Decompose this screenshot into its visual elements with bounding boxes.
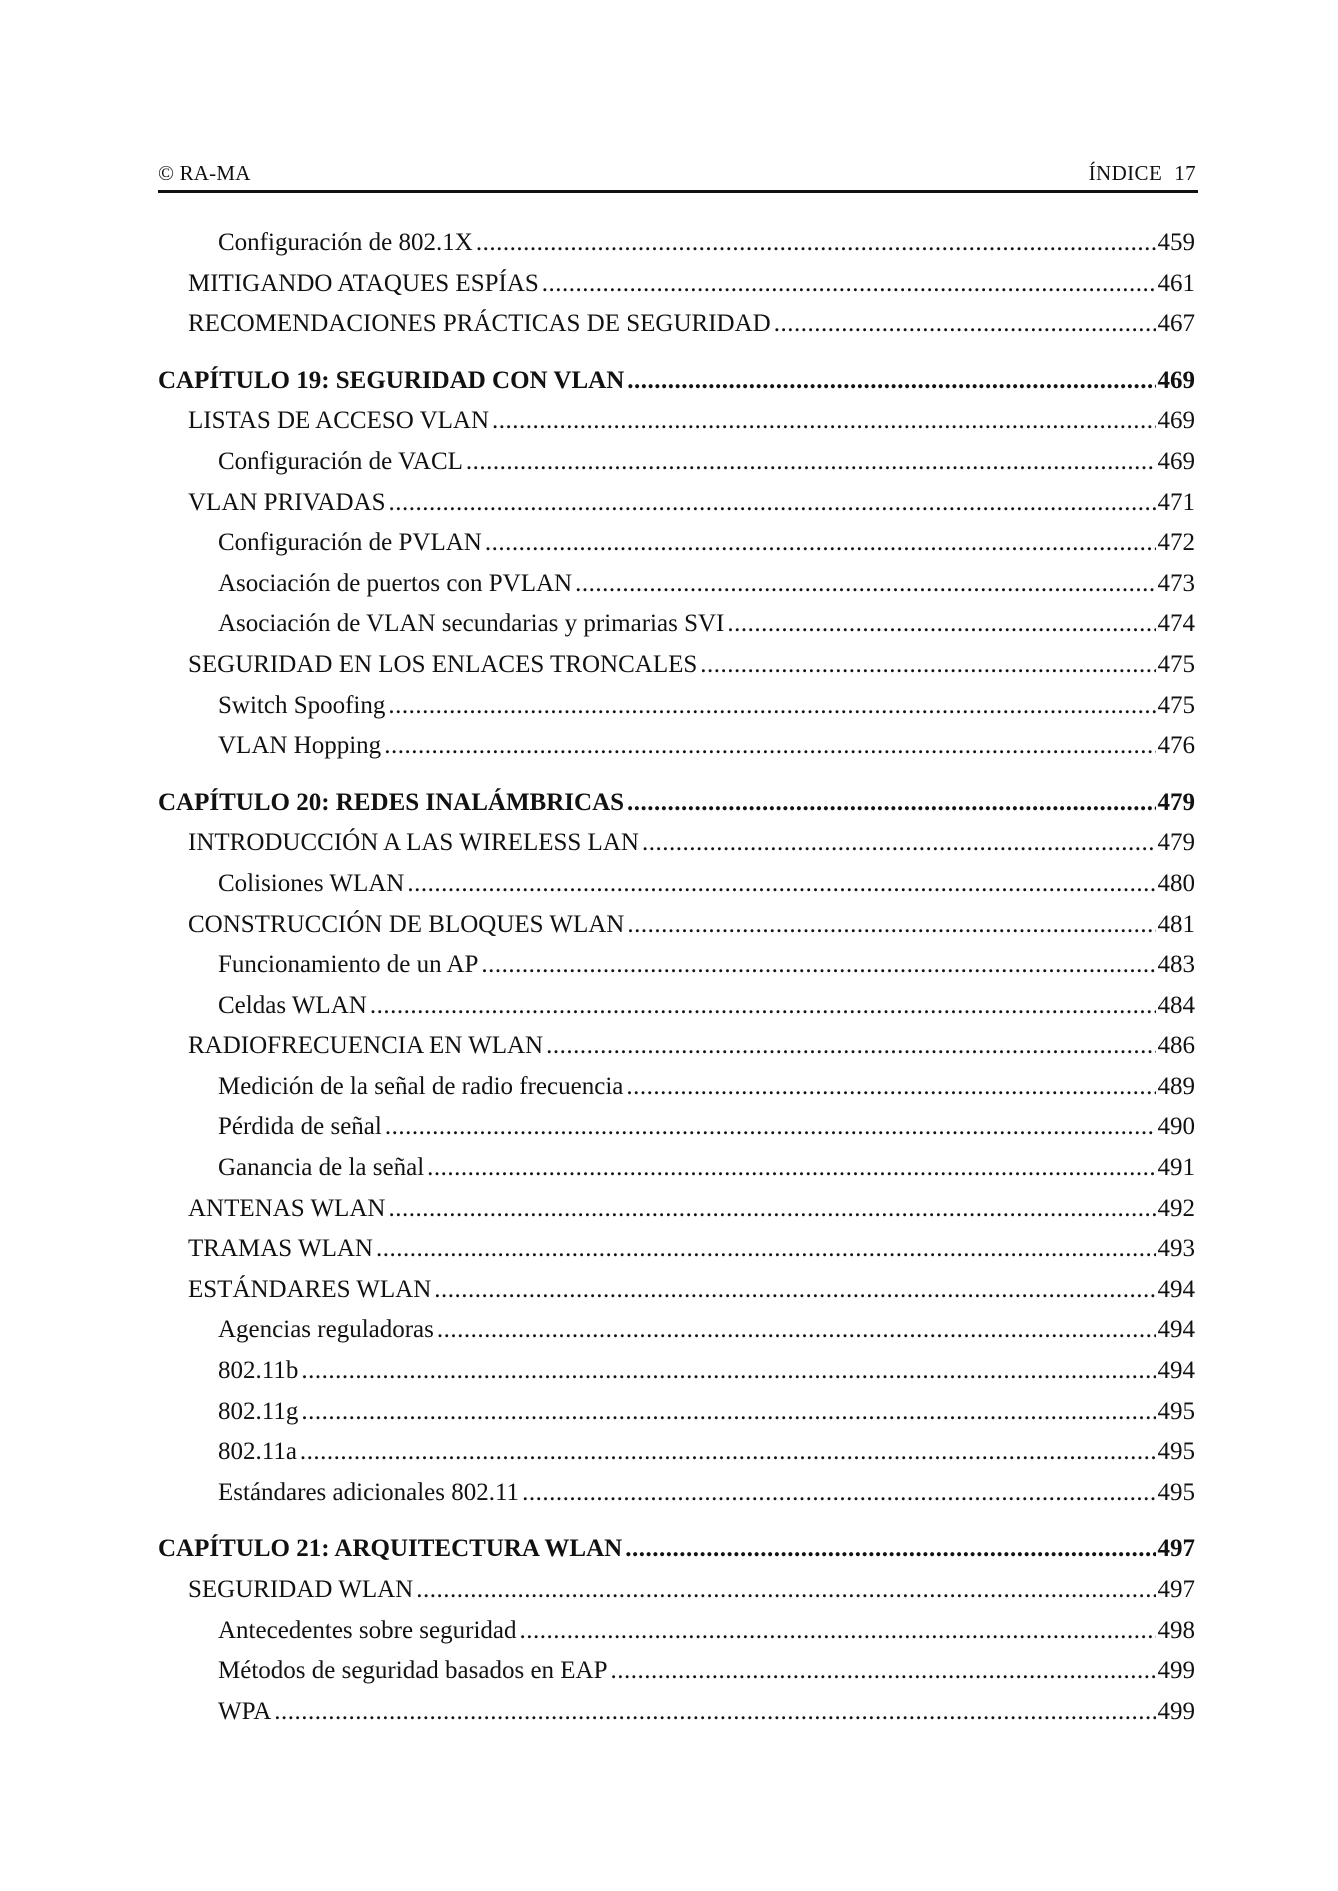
toc-entry-title: Configuración de PVLAN (218, 529, 482, 557)
toc-entry-title: SEGURIDAD WLAN (188, 1576, 414, 1603)
toc-entry-title: Asociación de VLAN secundarias y primarias SVI (218, 610, 725, 638)
toc-entry-title: ANTENAS WLAN (188, 1194, 386, 1222)
toc-entry-title: SEGURIDAD EN LOS ENLACES TRONCALES (188, 650, 698, 678)
toc-entry-page: 498 (1157, 1616, 1195, 1644)
toc-dot-leader (385, 1107, 1156, 1148)
toc-dot-leader (274, 1692, 1155, 1733)
toc-dot-leader (700, 645, 1155, 686)
toc-subsection-entry (158, 604, 1195, 645)
toc-entry-title: RECOMENDACIONES PRÁCTICAS DE SEGURIDAD (188, 310, 771, 338)
toc-subsection-entry (158, 1148, 1195, 1189)
page-header (158, 160, 1198, 193)
toc-entry-title: 802.11g (218, 1397, 299, 1425)
toc-subsection-entry (158, 1432, 1195, 1473)
toc-entry-page: 484 (1157, 991, 1195, 1019)
toc-entry-page: 493 (1157, 1235, 1195, 1263)
toc-entry-title: 802.11b (218, 1357, 299, 1385)
toc-entry-title: Antecedentes sobre seguridad (218, 1616, 517, 1644)
toc-subsection-entry (158, 1310, 1195, 1351)
toc-entry-page: 475 (1157, 691, 1195, 719)
toc-dot-leader (301, 1392, 1155, 1433)
toc-entry-title: Ganancia de la señal (218, 1154, 425, 1182)
toc-entry-page: 475 (1157, 650, 1195, 678)
toc-dot-leader (611, 1651, 1156, 1692)
toc-entry-title: Configuración de 802.1X (218, 229, 473, 256)
toc-dot-leader (370, 986, 1156, 1027)
toc-entry-page: 480 (1157, 869, 1195, 897)
toc-dot-leader (434, 1270, 1155, 1311)
toc-dot-leader (575, 564, 1155, 605)
toc-entry-title: MITIGANDO ATAQUES ESPÍAS (188, 269, 539, 297)
toc-entry-title: INTRODUCCIÓN A LAS WIRELESS LAN (188, 829, 639, 857)
toc-entry-page: 490 (1157, 1113, 1195, 1141)
toc-dot-leader (300, 1432, 1156, 1473)
toc-subsection-entry (158, 1351, 1195, 1392)
toc-subsection-entry (158, 523, 1195, 564)
toc-entry-title: Funcionamiento de un AP (218, 951, 479, 979)
toc-section-entry (158, 304, 1195, 345)
section-title: ÍNDICE (1088, 161, 1163, 185)
toc-entry-title: ESTÁNDARES WLAN (188, 1275, 432, 1303)
toc-entry-page: 494 (1157, 1275, 1195, 1303)
toc-dot-leader (388, 1189, 1155, 1230)
toc-subsection-entry (158, 442, 1195, 483)
copyright-publisher: © RA-MA (158, 161, 251, 185)
toc-subsection-entry (158, 223, 1195, 264)
toc-section-entry (158, 1189, 1195, 1230)
toc-chapter-entry (158, 1529, 1195, 1570)
toc-dot-leader (389, 483, 1156, 524)
toc-entry-title: TRAMAS WLAN (188, 1235, 373, 1263)
toc-entry-title: Celdas WLAN (218, 991, 367, 1019)
toc-section-entry (158, 905, 1195, 946)
toc-entry-page: 491 (1157, 1154, 1195, 1182)
toc-entry-page: 495 (1157, 1438, 1195, 1466)
toc-dot-leader (407, 864, 1155, 905)
toc-dot-leader (627, 361, 1155, 402)
toc-dot-leader (642, 823, 1156, 864)
toc-subsection-entry (158, 686, 1195, 727)
toc-entry-title: Configuración de VACL (218, 447, 463, 475)
toc-entry-title: 802.11a (218, 1438, 297, 1466)
toc-section-entry (158, 823, 1195, 864)
toc-entry-title: CAPÍTULO 20: REDES INALÁMBRICAS (158, 788, 625, 816)
toc-entry-title: Medición de la señal de radio frecuencia (218, 1072, 624, 1100)
toc-entry-page: 461 (1157, 269, 1195, 297)
toc-entry-page: 492 (1157, 1194, 1195, 1222)
table-of-contents (158, 223, 1195, 1732)
toc-entry-title: VLAN Hopping (218, 732, 382, 760)
toc-dot-leader (625, 1529, 1155, 1570)
toc-subsection-entry (158, 1651, 1195, 1692)
toc-dot-leader (416, 1570, 1155, 1611)
toc-entry-page: 499 (1157, 1697, 1195, 1725)
toc-chapter-entry (158, 361, 1195, 402)
toc-subsection-entry (158, 986, 1195, 1027)
toc-dot-leader (522, 1473, 1155, 1514)
toc-section-entry (158, 264, 1195, 305)
toc-section-entry (158, 483, 1195, 524)
toc-dot-leader (727, 604, 1155, 645)
toc-dot-leader (384, 726, 1155, 767)
toc-entry-page: 494 (1157, 1357, 1195, 1385)
toc-entry-page: 497 (1157, 1576, 1195, 1603)
toc-entry-page: 473 (1157, 569, 1195, 597)
toc-dot-leader (476, 223, 1156, 264)
toc-entry-title: Pérdida de señal (218, 1113, 382, 1141)
toc-entry-page: 479 (1157, 829, 1195, 857)
toc-dot-leader (388, 686, 1155, 727)
toc-dot-leader (774, 304, 1156, 345)
toc-entry-page: 479 (1157, 788, 1195, 816)
toc-dot-leader (542, 264, 1156, 305)
toc-entry-title: LISTAS DE ACCESO VLAN (188, 407, 490, 435)
toc-section-entry (158, 1570, 1195, 1611)
toc-subsection-entry (158, 1067, 1195, 1108)
toc-entry-page: 467 (1157, 310, 1195, 338)
toc-entry-title: Agencias reguladoras (218, 1316, 434, 1344)
toc-section-entry (158, 401, 1195, 442)
toc-dot-leader (485, 523, 1156, 564)
toc-subsection-entry (158, 1392, 1195, 1433)
toc-subsection-entry (158, 1107, 1195, 1148)
toc-entry-page: 486 (1157, 1032, 1195, 1060)
toc-subsection-entry (158, 1692, 1195, 1733)
toc-subsection-entry (158, 564, 1195, 605)
toc-entry-page: 497 (1157, 1535, 1195, 1563)
toc-dot-leader (627, 905, 1155, 946)
toc-entry-page: 469 (1157, 447, 1195, 475)
toc-dot-leader (427, 1148, 1155, 1189)
toc-entry-page: 471 (1157, 488, 1195, 516)
toc-entry-page: 489 (1157, 1072, 1195, 1100)
toc-subsection-entry (158, 864, 1195, 905)
toc-entry-page: 494 (1157, 1316, 1195, 1344)
toc-entry-page: 476 (1157, 732, 1195, 760)
toc-entry-page: 499 (1157, 1657, 1195, 1685)
toc-entry-title: VLAN PRIVADAS (188, 488, 386, 516)
toc-entry-title: WPA (218, 1697, 272, 1725)
toc-subsection-entry (158, 945, 1195, 986)
toc-subsection-entry (158, 1611, 1195, 1652)
toc-entry-title: RADIOFRECUENCIA EN WLAN (188, 1032, 544, 1060)
toc-entry-page: 459 (1157, 229, 1195, 256)
toc-dot-leader (481, 945, 1155, 986)
toc-section-entry (158, 1229, 1195, 1270)
toc-entry-page: 474 (1157, 610, 1195, 638)
toc-entry-title: CONSTRUCCIÓN DE BLOQUES WLAN (188, 910, 625, 938)
toc-entry-title: CAPÍTULO 19: SEGURIDAD CON VLAN (158, 366, 625, 394)
toc-dot-leader (546, 1026, 1155, 1067)
toc-dot-leader (376, 1229, 1156, 1270)
toc-dot-leader (627, 783, 1155, 824)
toc-entry-title: Switch Spoofing (218, 691, 386, 719)
toc-dot-leader (437, 1310, 1156, 1351)
toc-entry-title: CAPÍTULO 21: ARQUITECTURA WLAN (158, 1535, 623, 1563)
toc-entry-page: 469 (1157, 407, 1195, 435)
toc-entry-title: Asociación de puertos con PVLAN (218, 569, 573, 597)
toc-dot-leader (492, 401, 1155, 442)
toc-entry-page: 495 (1157, 1397, 1195, 1425)
toc-entry-page: 472 (1157, 529, 1195, 557)
running-head (1089, 161, 1196, 186)
toc-entry-page: 469 (1157, 366, 1195, 394)
toc-subsection-entry (158, 1473, 1195, 1514)
toc-subsection-entry (158, 726, 1195, 767)
toc-entry-page: 481 (1157, 910, 1195, 938)
toc-entry-title: Métodos de seguridad basados en EAP (218, 1657, 608, 1685)
page-number: 17 (1174, 161, 1196, 185)
toc-section-entry (158, 645, 1195, 686)
toc-section-entry (158, 1026, 1195, 1067)
toc-entry-page: 483 (1157, 951, 1195, 979)
toc-chapter-entry (158, 783, 1195, 824)
toc-dot-leader (520, 1611, 1156, 1652)
toc-entry-title: Estándares adicionales 802.11 (218, 1478, 520, 1506)
toc-entry-title: Colisiones WLAN (218, 869, 405, 897)
toc-dot-leader (626, 1067, 1155, 1108)
toc-section-entry (158, 1270, 1195, 1311)
toc-entry-page: 495 (1157, 1478, 1195, 1506)
toc-dot-leader (466, 442, 1156, 483)
toc-dot-leader (301, 1351, 1155, 1392)
